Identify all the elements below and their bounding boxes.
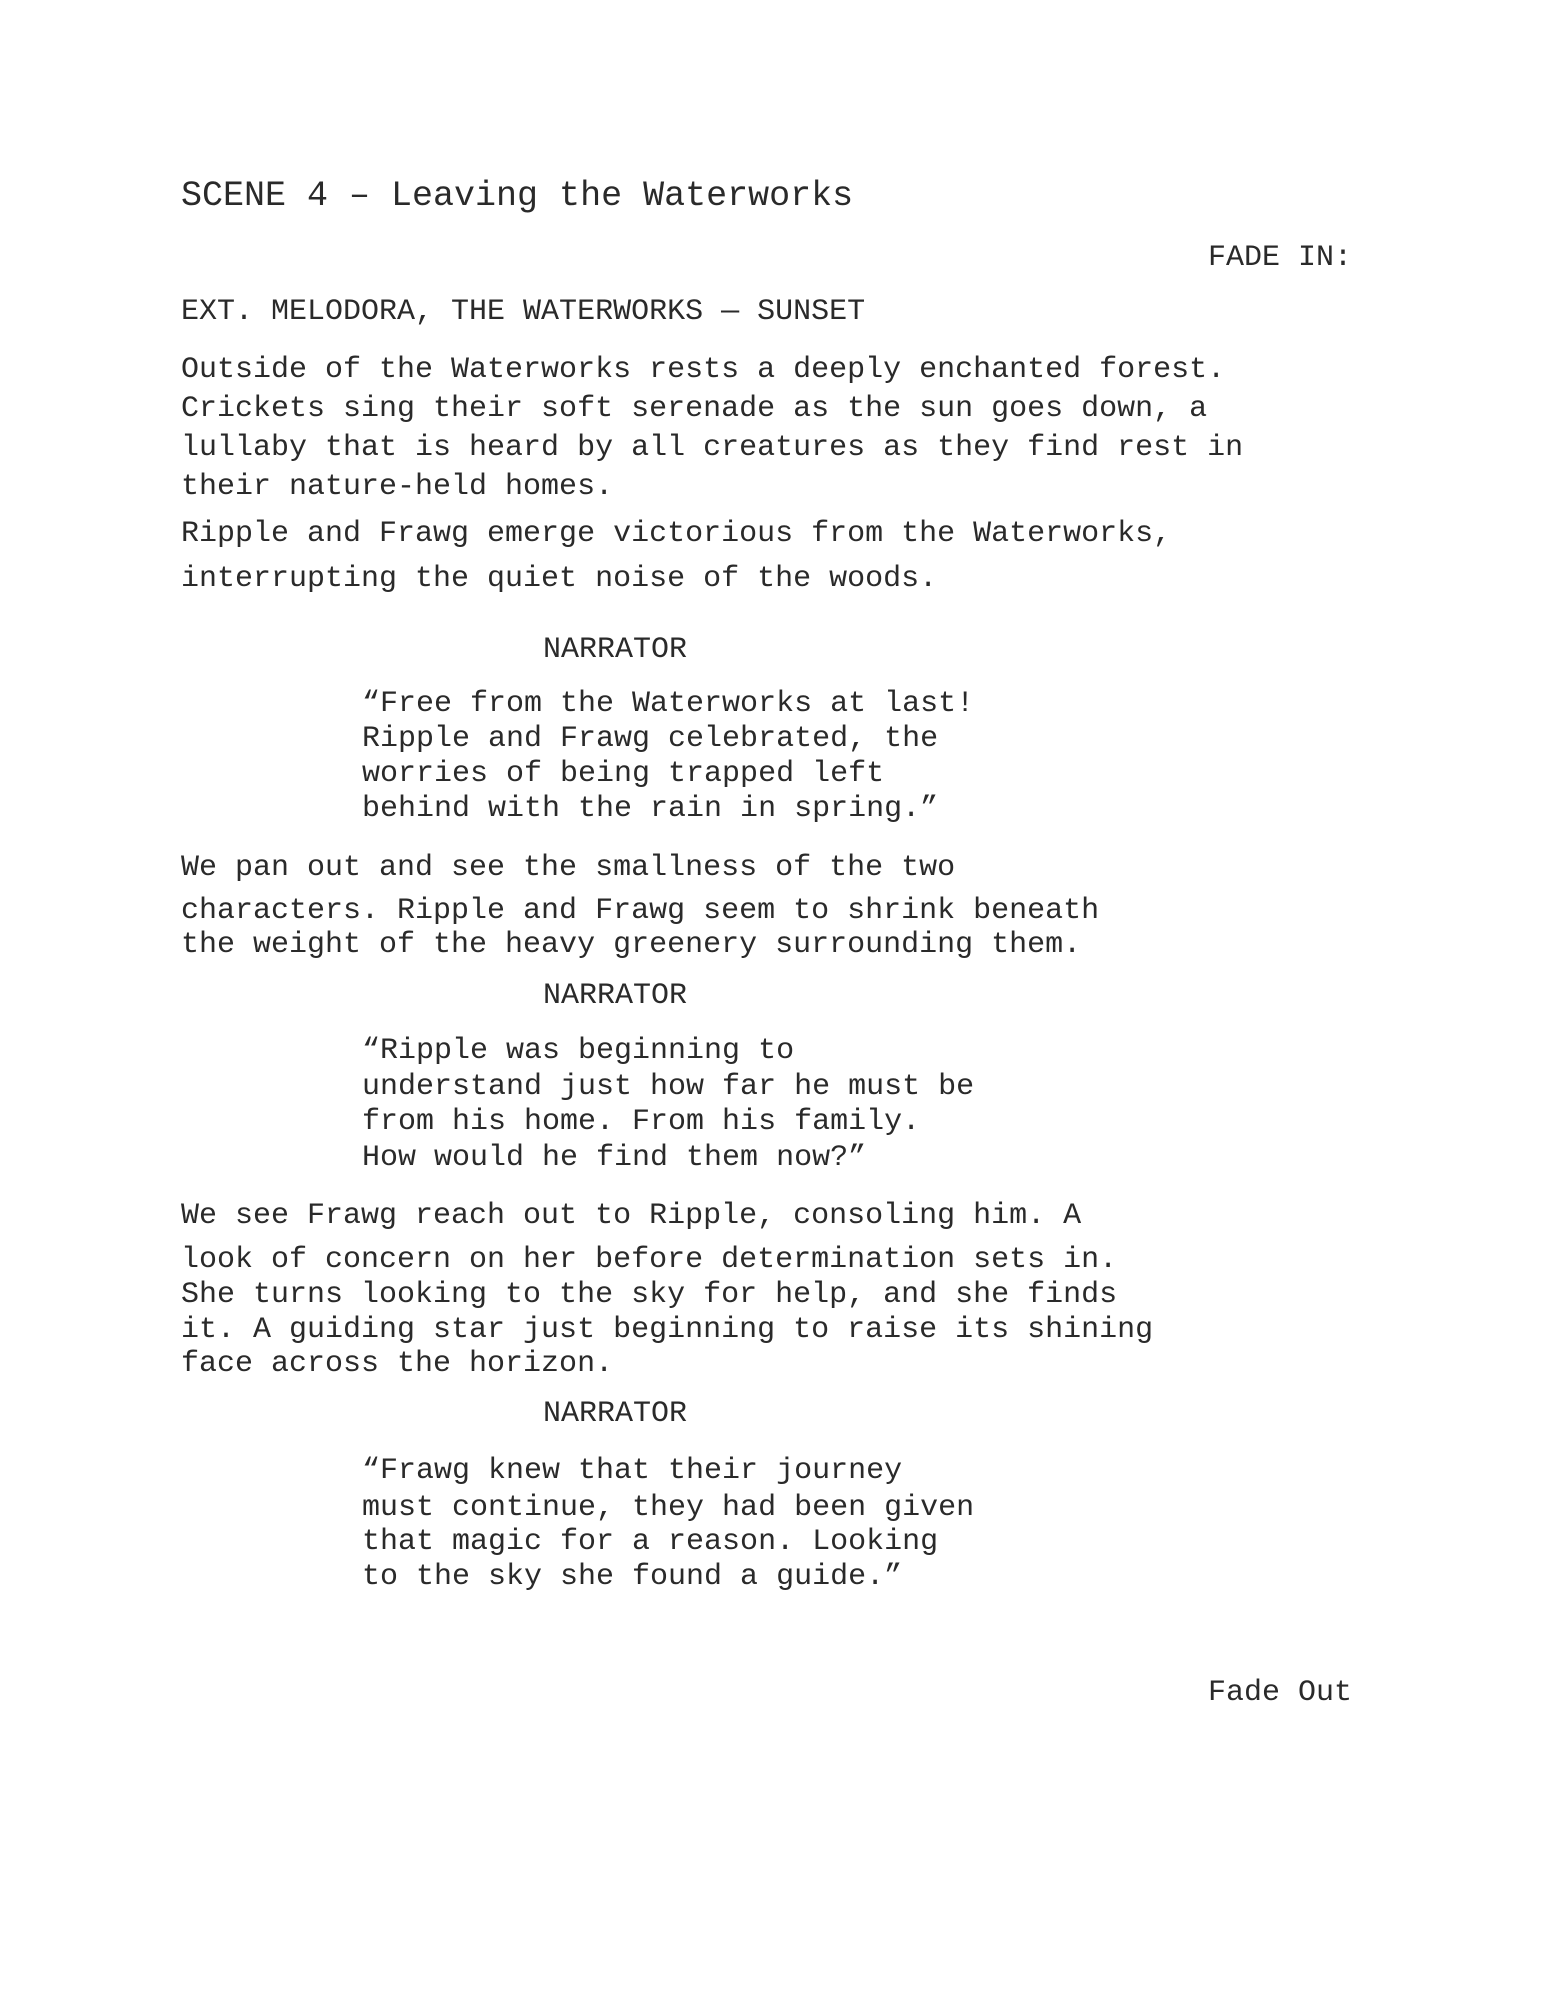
action-line: interrupting the quiet noise of the woods. [181,562,938,596]
character-name: NARRATOR [543,633,688,667]
action-line: We see Frawg reach out to Ripple, consoling him. A [181,1199,1082,1233]
action-line: their nature-held homes. [181,470,614,504]
action-line: characters. Ripple and Frawg seem to shrink beneath [181,894,1100,928]
dialogue-line: must continue, they had been given [362,1491,975,1525]
scene-title: SCENE 4 – Leaving the Waterworks [181,176,854,216]
dialogue-line: “Free from the Waterworks at last! [362,687,975,721]
dialogue-line: Ripple and Frawg celebrated, the [362,722,939,756]
action-line: look of concern on her before determination sets in. [181,1243,1118,1277]
dialogue-line: “Ripple was beginning to [362,1034,795,1068]
action-line: face across the horizon. [181,1347,614,1381]
action-line: the weight of the heavy greenery surrounding them. [181,928,1082,962]
action-line: lullaby that is heard by all creatures as they find rest in [181,431,1244,465]
dialogue-line: to the sky she found a guide.” [362,1560,903,1594]
dialogue-line: worries of being trapped left [362,757,885,791]
action-line: We pan out and see the smallness of the two [181,851,956,885]
dialogue-line: from his home. From his family. [362,1105,921,1139]
dialogue-line: understand just how far he must be [362,1070,975,1104]
dialogue-line: “Frawg knew that their journey [362,1454,903,1488]
transition-fade-out: Fade Out [1207,1676,1352,1710]
transition-fade-in: FADE IN: [1207,241,1352,275]
dialogue-line: How would he find them now?” [362,1141,867,1175]
action-line: She turns looking to the sky for help, and she finds [181,1278,1118,1312]
slugline: EXT. MELODORA, THE WATERWORKS — SUNSET [181,295,866,329]
dialogue-line: behind with the rain in spring.” [362,792,939,826]
dialogue-line: that magic for a reason. Looking [362,1525,939,1559]
action-line: Outside of the Waterworks rests a deeply enchanted forest. [181,353,1226,387]
character-name: NARRATOR [543,1397,688,1431]
character-name: NARRATOR [543,979,688,1013]
action-line: Ripple and Frawg emerge victorious from the Waterworks, [181,517,1172,551]
action-line: it. A guiding star just beginning to raise its shining [181,1313,1154,1347]
action-line: Crickets sing their soft serenade as the sun goes down, a [181,392,1208,426]
